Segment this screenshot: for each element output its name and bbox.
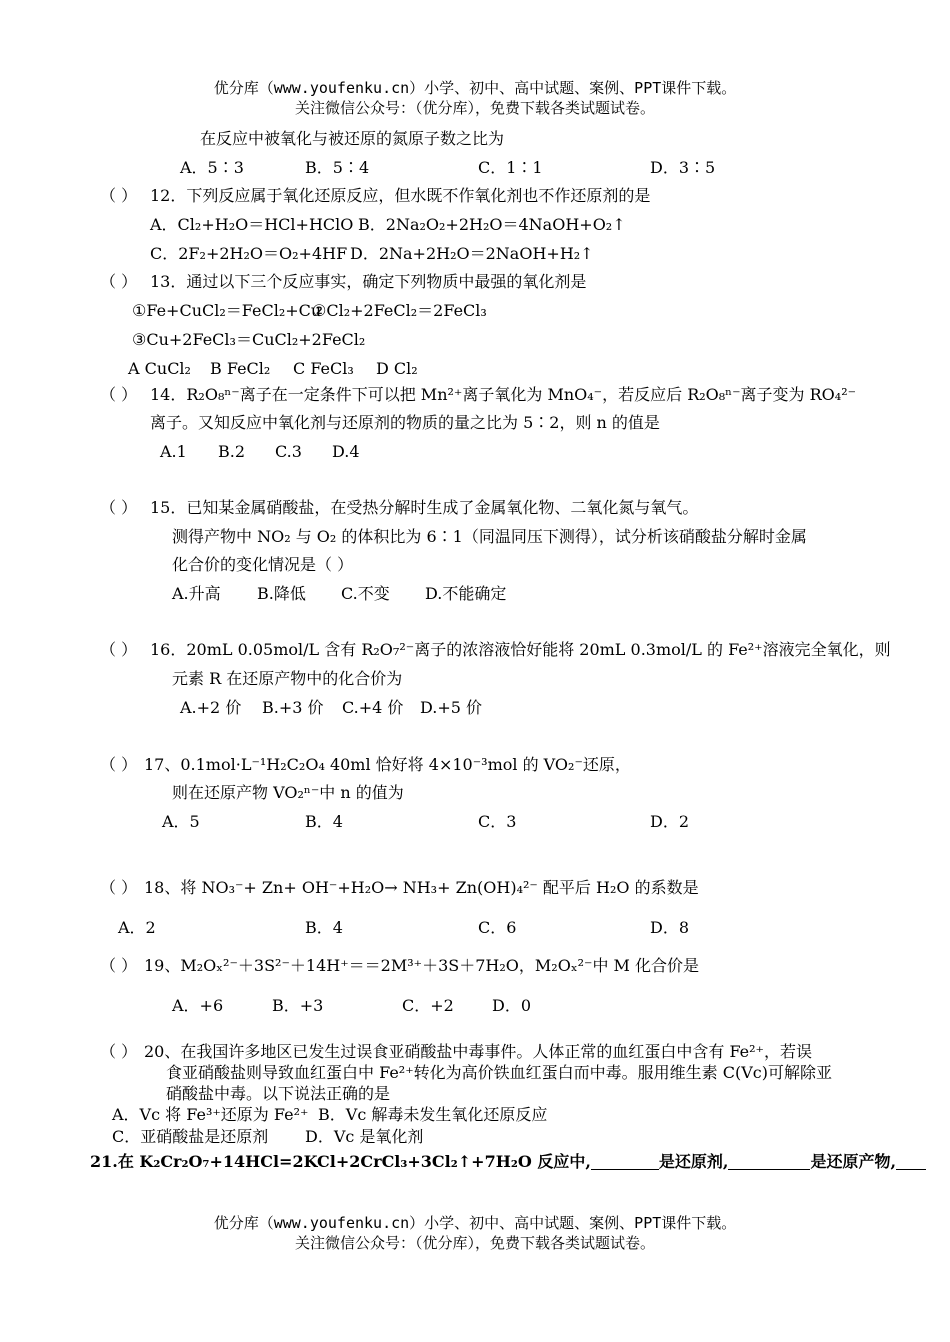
q13-reaction-2: ②Cl₂+2FeCl₂＝2FeCl₃ xyxy=(312,301,487,320)
q15-continuation-2: 化合价的变化情况是（ ） xyxy=(172,555,354,574)
q17-answer-paren: （ ） xyxy=(100,755,138,774)
q20-answer-paren: （ ） xyxy=(100,1042,138,1061)
q13-reaction-1: ①Fe+CuCl₂＝FeCl₂+Cu xyxy=(132,301,322,320)
q18-answer-paren: （ ） xyxy=(100,878,138,897)
q13-option-c: C FeCl₃ xyxy=(293,359,354,378)
q18-option-d: D．8 xyxy=(650,918,690,937)
q14-option-c: C.3 xyxy=(275,442,302,461)
q20-option-a: A．Vc 将 Fe³⁺还原为 Fe²⁺ xyxy=(112,1105,309,1124)
q14-stem: 14．R₂O₈ⁿ⁻离子在一定条件下可以把 Mn²⁺离子氧化为 MnO₄⁻，若反应后 R₂O₈ⁿ⁻离子变为 RO₄²⁻ xyxy=(150,385,857,404)
q21-mid-1: 是还原剂, xyxy=(658,1152,729,1171)
q18-option-b: B．4 xyxy=(305,918,343,937)
q16-option-a: A.+2 价 xyxy=(180,698,242,717)
footer-line-2: 关注微信公众号：（优分库），免费下载各类试题试卷。 xyxy=(294,1234,655,1252)
q17-continuation: 则在还原产物 VO₂ⁿ⁻中 n 的值为 xyxy=(172,783,404,802)
q15-answer-paren: （ ） xyxy=(100,498,138,517)
q12-answer-paren: （ ） xyxy=(100,186,138,205)
q15-option-a: A.升高 xyxy=(172,584,221,603)
q11-option-c: C．1∶1 xyxy=(478,158,543,177)
q13-answer-paren: （ ） xyxy=(100,272,138,291)
q19-answer-paren: （ ） xyxy=(100,956,138,975)
q15-option-c: C.不变 xyxy=(341,584,390,603)
q20-option-b: B．Vc 解毒未发生氧化还原反应 xyxy=(318,1105,548,1124)
q19-option-c: C．+2 xyxy=(402,996,454,1015)
q11-continuation: 在反应中被氧化与被还原的氮原子数之比为 xyxy=(200,129,505,148)
q17-option-d: D．2 xyxy=(650,812,690,831)
q12-stem: 12．下列反应属于氧化还原反应，但水既不作氧化剂也不作还原剂的是 xyxy=(150,186,651,205)
q17-stem: 17、0.1mol·L⁻¹H₂C₂O₄ 40ml 恰好将 4×10⁻³mol 的 VO₂⁻还原， xyxy=(144,755,631,774)
q15-option-d: D.不能确定 xyxy=(425,584,507,603)
q12-option-a: A．Cl₂+H₂O＝HCl+HClO xyxy=(150,215,354,234)
q20-option-c: C．亚硝酸盐是还原剂 xyxy=(112,1127,269,1146)
q20-continuation-1: 食亚硝酸盐则导致血红蛋白中 Fe²⁺转化为高价铁血红蛋白而中毒。服用维生素 C(Vc)可解除亚 xyxy=(166,1063,832,1082)
q16-stem: 16．20mL 0.05mol/L 含有 R₂O₇²⁻离子的浓溶液恰好能将 20mL 0.3mol/L 的 Fe²⁺溶液完全氧化，则 xyxy=(150,640,891,659)
q19-stem: 19、M₂Oₓ²⁻＋3S²⁻＋14H⁺＝＝2M³⁺＋3S＋7H₂O，M₂Oₓ²⁻中 M 化合价是 xyxy=(144,956,700,975)
q14-option-d: D.4 xyxy=(332,442,360,461)
q18-option-c: C．6 xyxy=(478,918,517,937)
q11-option-a: A．5∶3 xyxy=(180,158,244,177)
q14-option-b: B.2 xyxy=(218,442,246,461)
q12-option-c: C．2F₂+2H₂O＝O₂+4HF xyxy=(150,244,348,263)
q21-mid-2: 是还原产物, xyxy=(810,1152,897,1171)
q13-stem: 13．通过以下三个反应事实，确定下列物质中最强的氧化剂是 xyxy=(150,272,587,291)
q21-blank-reducing-agent[interactable] xyxy=(591,1153,659,1170)
q15-stem: 15．已知某金属硝酸盐，在受热分解时生成了金属氧化物、二氧化氮与氧气。 xyxy=(150,498,699,517)
q12-option-d: D．2Na+2H₂O＝2NaOH+H₂↑ xyxy=(350,244,594,263)
q16-continuation: 元素 R 在还原产物中的化合价为 xyxy=(172,669,403,688)
q12-option-b: B．2Na₂O₂+2H₂O＝4NaOH+O₂↑ xyxy=(358,215,626,234)
q14-continuation: 离子。又知反应中氧化剂与还原剂的物质的量之比为 5∶2，则 n 的值是 xyxy=(150,413,660,432)
q17-option-c: C．3 xyxy=(478,812,517,831)
q21-question xyxy=(90,1152,926,1172)
q19-option-b: B．+3 xyxy=(272,996,324,1015)
q13-reaction-3: ③Cu+2FeCl₃＝CuCl₂+2FeCl₂ xyxy=(132,330,366,349)
q11-option-d: D．3∶5 xyxy=(650,158,716,177)
q16-answer-paren: （ ） xyxy=(100,640,138,659)
q21-blank-reduction-product[interactable] xyxy=(728,1153,810,1170)
header-line-1: 优分库（www.youfenku.cn）小学、初中、高中试题、案例、PPT课件下载。 xyxy=(213,79,737,97)
q11-option-b: B．5∶4 xyxy=(305,158,370,177)
q13-option-a: A CuCl₂ xyxy=(128,359,191,378)
q13-option-b: B FeCl₂ xyxy=(210,359,271,378)
q19-option-d: D．0 xyxy=(492,996,532,1015)
q13-option-d: D Cl₂ xyxy=(376,359,418,378)
q20-option-d: D．Vc 是氧化剂 xyxy=(305,1127,424,1146)
header-line-2: 关注微信公众号：（优分库），免费下载各类试题试卷。 xyxy=(294,99,655,117)
q16-option-b: B.+3 价 xyxy=(262,698,324,717)
q19-option-a: A．+6 xyxy=(172,996,224,1015)
q20-continuation-2: 硝酸盐中毒。以下说法正确的是 xyxy=(166,1084,391,1103)
q20-stem: 20、在我国许多地区已发生过误食亚硝酸盐中毒事件。人体正常的血红蛋白中含有 Fe²⁺，若误 xyxy=(144,1042,813,1061)
q15-continuation-1: 测得产物中 NO₂ 与 O₂ 的体积比为 6∶1（同温同压下测得），试分析该硝酸盐分解时金属 xyxy=(172,527,807,546)
q21-prefix: 21.在 K₂Cr₂O₇+14HCl=2KCl+2CrCl₃+3Cl₂↑+7H₂O 反应中, xyxy=(90,1152,591,1171)
q14-option-a: A.1 xyxy=(160,442,187,461)
q16-option-d: D.+5 价 xyxy=(420,698,483,717)
q15-option-b: B.降低 xyxy=(257,584,306,603)
q21-blank-next[interactable] xyxy=(896,1153,926,1170)
q14-answer-paren: （ ） xyxy=(100,385,138,404)
q18-stem: 18、将 NO₃⁻+ Zn+ OH⁻+H₂O→ NH₃+ Zn(OH)₄²⁻ 配平后 H₂O 的系数是 xyxy=(144,878,699,897)
q17-option-a: A．5 xyxy=(162,812,200,831)
footer-line-1: 优分库（www.youfenku.cn）小学、初中、高中试题、案例、PPT课件下载。 xyxy=(213,1214,737,1232)
q18-option-a: A．2 xyxy=(118,918,156,937)
q16-option-c: C.+4 价 xyxy=(342,698,404,717)
q17-option-b: B．4 xyxy=(305,812,343,831)
